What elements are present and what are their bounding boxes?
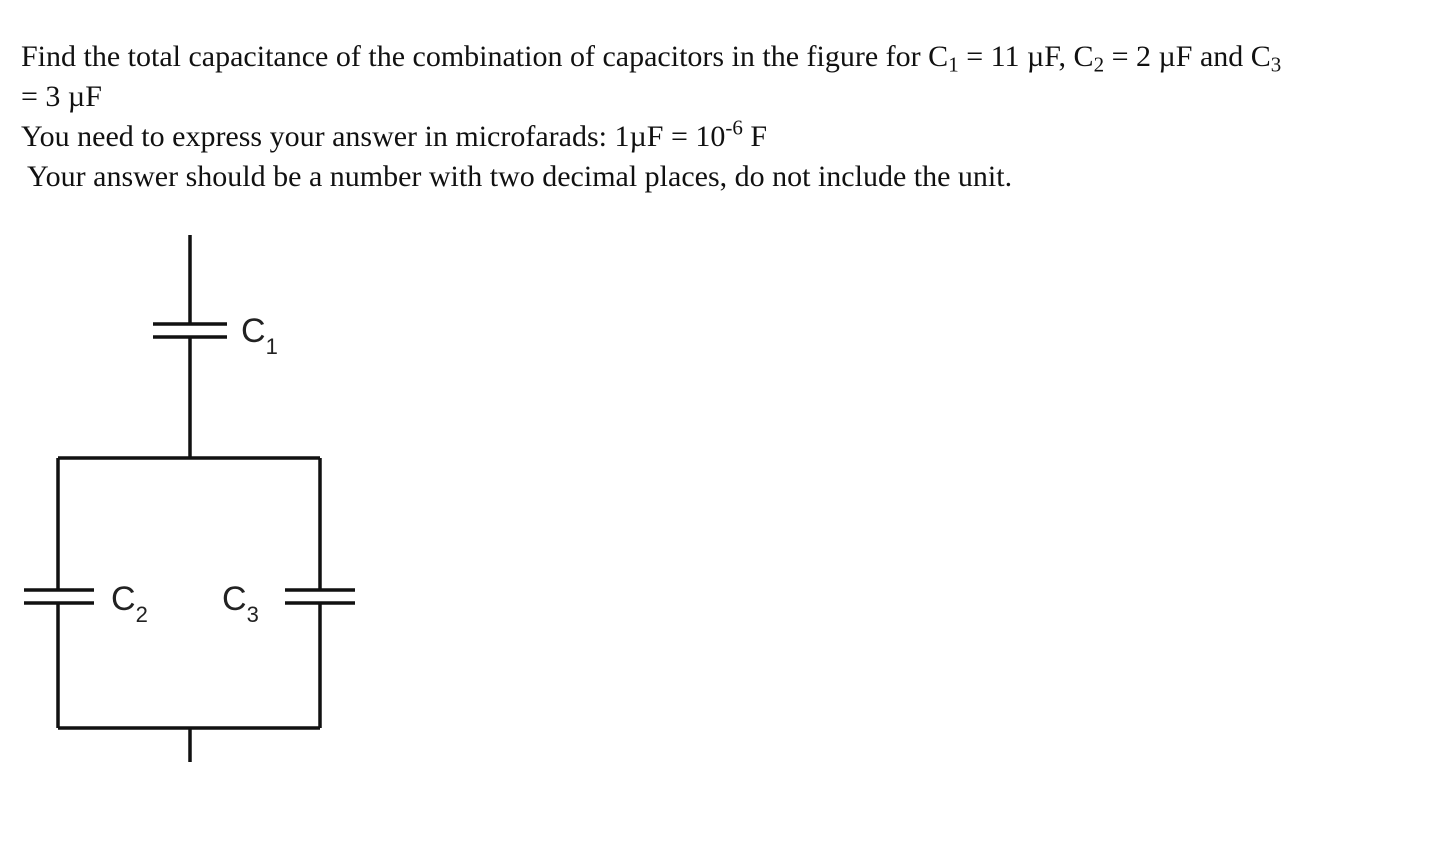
- unit-conversion-text: You need to express your answer in microfarads: 1µF = 10: [21, 120, 726, 153]
- unit-farad: F: [742, 120, 768, 153]
- format-instruction: Your answer should be a number with two decimal places, do not include the unit.: [27, 160, 1013, 193]
- c2-value: = 2 µF and C: [1104, 40, 1271, 73]
- question-intro: Find the total capacitance of the combination of capacitors in the figure for C: [21, 40, 949, 73]
- c1-subscript: 1: [948, 52, 959, 77]
- c3-label: C3: [222, 580, 259, 627]
- c2-subscript: 2: [1093, 52, 1105, 77]
- unit-exponent: -6: [725, 115, 743, 140]
- c3-value: = 3 µF: [21, 80, 102, 113]
- c3-subscript: 3: [1270, 52, 1282, 77]
- c2-label: C2: [111, 580, 148, 627]
- c1-label: C1: [241, 312, 278, 359]
- c1-value: = 11 µF, C: [958, 40, 1094, 73]
